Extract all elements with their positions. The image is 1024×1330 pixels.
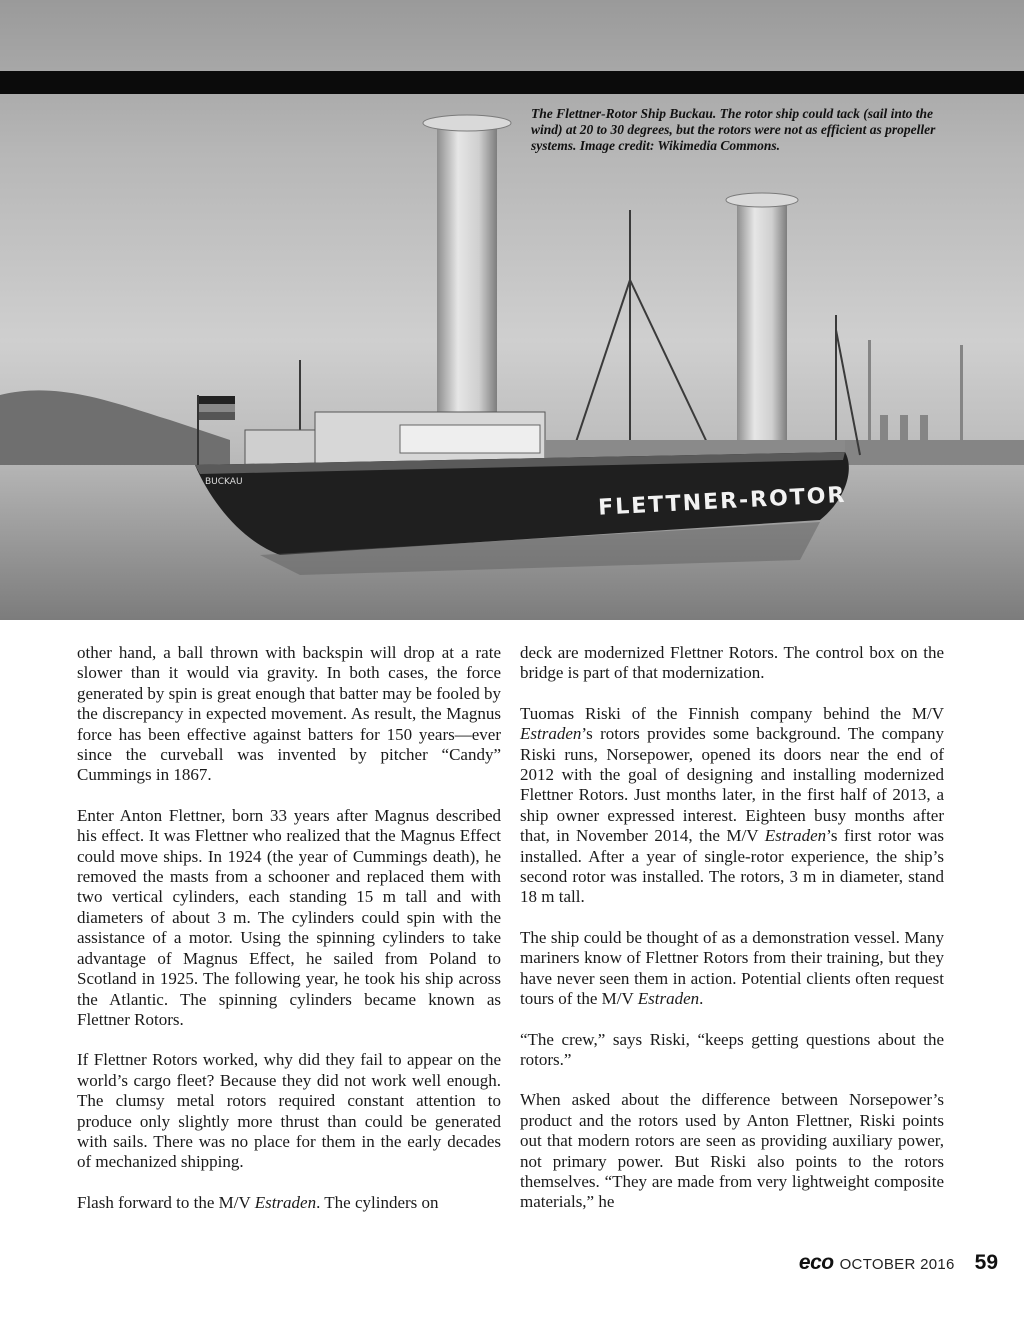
vessel-name: Estraden	[764, 826, 827, 846]
hull-lettering: FLETTNER-ROTOR	[597, 482, 848, 521]
text-run: ’s rotors provides some background. The company Riski runs, Norsepower, opened its doors near the end of 2012 with the goal of designing and installing modernized Flettner Rotors. Just months later, in the first half of 2013, a ship owner expressed interest. Eighteen busy months after that, in November 2014, the M/V	[520, 724, 944, 846]
ship-photo	[0, 0, 1024, 620]
paragraph	[77, 1193, 501, 1213]
paragraph	[520, 928, 944, 1010]
vessel-name: Estraden	[637, 989, 700, 1009]
photo-caption: The Flettner-Rotor Ship Buckau. The rotor ship could tack (sail into the wind) at 20 to 30 degrees, but the rotors were not as efficient as propeller systems. Image credit: Wikimedia Commons.	[531, 106, 936, 153]
paragraph: deck are modernized Flettner Rotors. The control box on the bridge is part of that modernization.	[520, 643, 944, 683]
top-black-bar	[0, 71, 1024, 94]
rotor-front	[423, 115, 511, 445]
rotor-rear	[726, 193, 798, 452]
issue-date: OCTOBER 2016	[839, 1256, 955, 1273]
text-run: . The cylinders on	[316, 1192, 439, 1212]
paragraph	[520, 704, 944, 908]
vessel-name: Estraden	[520, 724, 582, 744]
page-number: 59	[974, 1251, 998, 1274]
text-run: ’s first rotor was installed. After a year of single-rotor experience, the ship’s second rotor was installed. The rotors, 3 m in diameter, stand 18 m tall.	[520, 826, 944, 907]
article-column-left	[77, 643, 501, 1233]
paragraph: When asked about the difference between Norsepower’s product and the rotors used by Anton Flettner, Riski points out that modern rotors are seen as providing auxiliary power, not primary power. But Riski also points to the rotors themselves. “They are made from very lightweight composite materials,” he	[520, 1090, 944, 1212]
text-run: The ship could be thought of as a demonstration vessel. Many mariners know of Flettner Rotors from their training, but they have never seen them in action. Potential clients often request tours of the M/V	[520, 927, 944, 1009]
magazine-logo: eco	[798, 1251, 834, 1274]
page-footer	[799, 1251, 998, 1275]
text-run: Tuomas Riski of the Finnish company behind the M/V	[520, 703, 944, 723]
text-run: .	[699, 989, 704, 1009]
paragraph: Enter Anton Flettner, born 33 years after Magnus described his effect. It was Flettner who realized that the Magnus Effect could move ships. In 1924 (the year of Cummings death), he removed the masts from a schooner and replaced them with two vertical cylinders, each standing 15 m tall and with diameters of about 3 m. The cylinders could spin with the assistance of a motor. Using the spinning cylinders to take advantage of Magnus Effect, he sailed from Poland to Scotland in 1925. The following year, he took his ship across the Atlantic. The spinning cylinders became known as Flettner Rotors.	[77, 805, 501, 1029]
vessel-name: Estraden	[254, 1192, 317, 1212]
distant-warship	[845, 340, 1024, 465]
paragraph: other hand, a ball thrown with backspin will drop at a rate slower than it would via gravity. In both cases, the force generated by spin is great enough that batter may be fooled by the discrepancy in expected movement. As result, the Magnus force has been effective against batters for 150 years—ever since the curveball was invented by pitcher “Candy” Cummings in 1867.	[77, 643, 501, 785]
paragraph: If Flettner Rotors worked, why did they fail to appear on the world’s cargo fleet? Because they did not work well enough. The clumsy metal rotors required constant attention to produce only slightly more thrust than could be generated with sails. There was no place for them in the early decades of mechanized shipping.	[77, 1050, 501, 1172]
hills	[0, 390, 230, 470]
text-run: Flash forward to the M/V	[77, 1192, 255, 1212]
paragraph: “The crew,” says Riski, “keeps getting questions about the rotors.”	[520, 1029, 944, 1069]
article-column-right	[520, 643, 944, 1233]
stern-lettering: BUCKAU	[205, 477, 243, 487]
